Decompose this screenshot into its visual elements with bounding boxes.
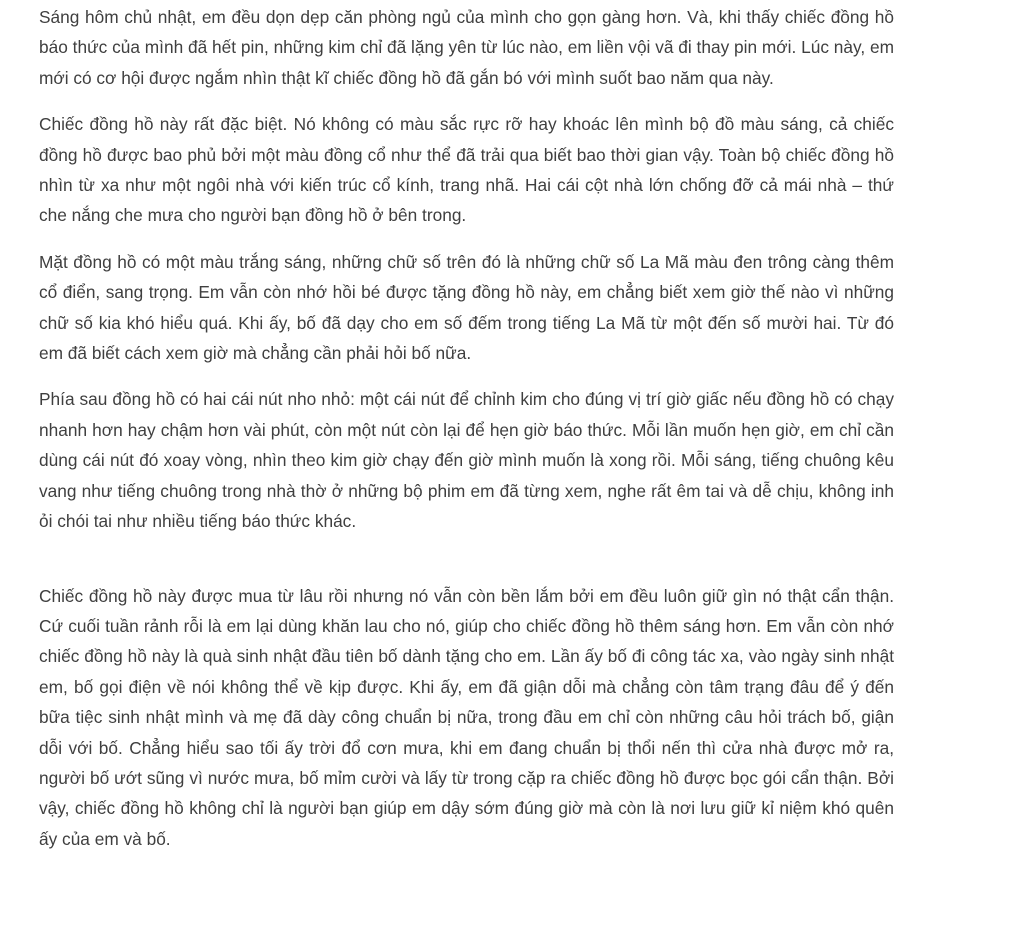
article-body [39,2,894,870]
article-paragraph-5: Chiếc đồng hồ này được mua từ lâu rồi nhưng nó vẫn còn bền lắm bởi em đều luôn giữ gìn nó thật cẩn thận. Cứ cuối tuần rảnh rỗi là em lại dùng khăn lau cho nó, giúp cho chiếc đồng hồ thêm sáng hơn. Em vẫn còn nhớ chiếc đồng hồ này là quà sinh nhật đầu tiên bố dành tặng cho em. Lần ấy bố đi công tác xa, vào ngày sinh nhật em, bố gọi điện về nói không thể về kịp được. Khi ấy, em đã giận dỗi mà chẳng còn tâm trạng đâu để ý đến bữa tiệc sinh nhật mình và mẹ đã dày công chuẩn bị nữa, trong đầu em chỉ còn những câu hỏi trách bố, giận dỗi với bố. Chẳng hiểu sao tối ấy trời đổ cơn mưa, khi em đang chuẩn bị thổi nến thì cửa nhà được mở ra, người bố ướt sũng vì nước mưa, bố mỉm cười và lấy từ trong cặp ra chiếc đồng hồ được bọc gói cẩn thận. Bởi vậy, chiếc đồng hồ không chỉ là người bạn giúp em dậy sớm đúng giờ mà còn là nơi lưu giữ kỉ niệm khó quên ấy của em và bố. [39,585,894,849]
article-paragraph-2: Chiếc đồng hồ này rất đặc biệt. Nó không có màu sắc rực rỡ hay khoác lên mình bộ đồ màu sáng, cả chiếc đồng hồ được bao phủ bởi một màu đồng cổ như thể đã trải qua biết bao thời gian vậy. Toàn bộ chiếc đồng hồ nhìn từ xa như một ngôi nhà với kiến trúc cổ kính, trang nhã. Hai cái cột nhà lớn chống đỡ cả mái nhà – thứ che nắng che mưa cho người bạn đồng hồ ở bên trong. [39,114,894,226]
article-paragraph-1: Sáng hôm chủ nhật, em đều dọn dẹp căn phòng ngủ của mình cho gọn gàng hơn. Và, khi thấy chiếc đồng hồ báo thức của mình đã hết pin, những kim chỉ đã lặng yên từ lúc nào, em liền vội vã đi thay pin mới. Lúc này, em mới có cơ hội được ngắm nhìn thật kĩ chiếc đồng hồ đã gắn bó với mình suốt bao năm qua này. [39,7,894,88]
article-paragraph-3: Mặt đồng hồ có một màu trắng sáng, những chữ số trên đó là những chữ số La Mã màu đen trông càng thêm cổ điển, sang trọng. Em vẫn còn nhớ hồi bé được tặng đồng hồ này, em chẳng biết xem giờ thế nào vì những chữ số kia khó hiểu quá. Khi ấy, bố đã dạy cho em số đếm trong tiếng La Mã từ một đến số mười hai. Từ đó em đã biết cách xem giờ mà chẳng cần phải hỏi bố nữa. [39,251,894,364]
article-paragraph-4: Phía sau đồng hồ có hai cái nút nho nhỏ: một cái nút để chỉnh kim cho đúng vị trí giờ giấc nếu đồng hồ có chạy nhanh hơn hay chậm hơn vài phút, còn một nút còn lại để hẹn giờ báo thức. Mỗi lần muốn hẹn giờ, em chỉ cần dùng cái nút đó xoay vòng, nhìn theo kim giờ chạy đến giờ mình muốn là xong rồi. Mỗi sáng, tiếng chuông kêu vang như tiếng chuông trong nhà thờ ở những bộ phim em đã từng xem, nghe rất êm tai và dễ chịu, không inh ỏi chói tai như nhiều tiếng báo thức khác. [39,389,894,532]
